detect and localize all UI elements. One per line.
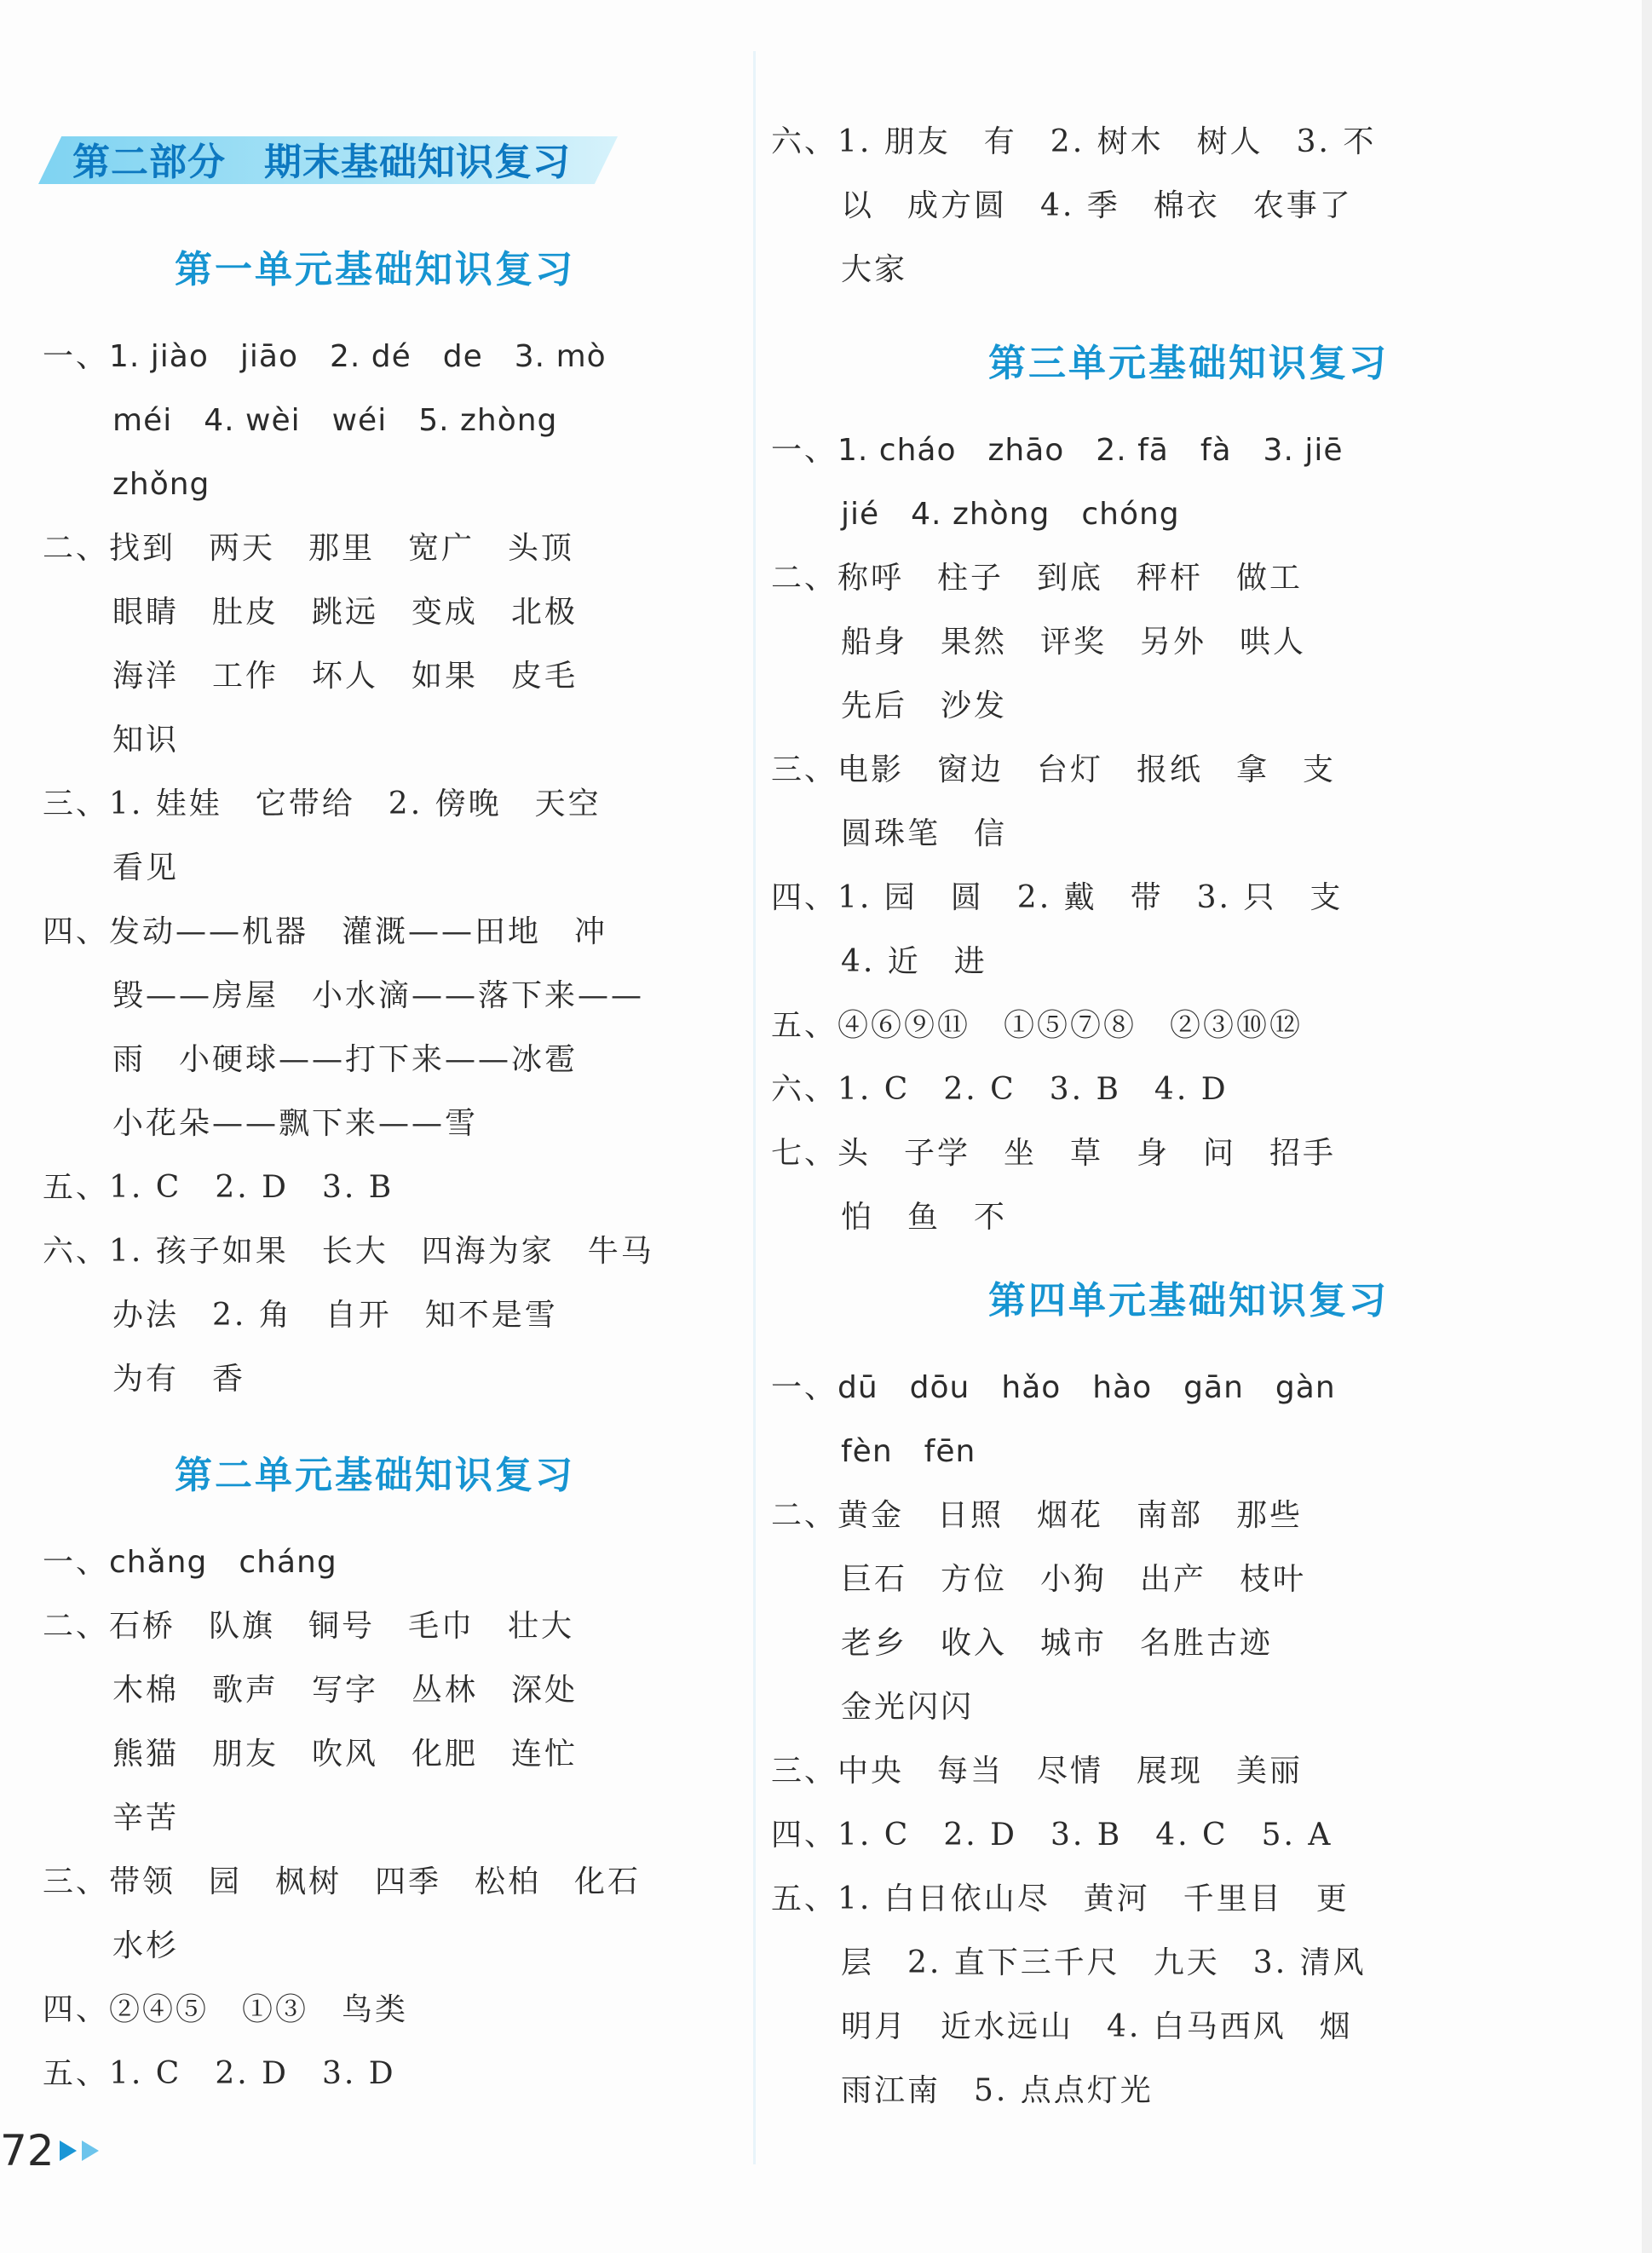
unit-3-q6-line-1: [771, 1069, 1229, 1110]
unit-4-q2-line-4: 金光闪闪: [841, 1690, 975, 1725]
unit-4-q5-line-1: [771, 1879, 1350, 1920]
unit-2-q6-line-2: 以 成方圆 4. 季 棉衣 农事了: [841, 188, 1353, 223]
question-number: 三、: [43, 1864, 110, 1899]
answer-text: dū dōu hǎo hào gān gàn: [838, 1370, 1336, 1405]
answer-text: 找到 两天 那里 宽广 头顶: [109, 531, 575, 566]
unit-1-q2-line-4: 知识: [112, 723, 180, 758]
unit-4-q2-line-1: [771, 1495, 1303, 1536]
unit-2-q2-line-4: 辛苦: [112, 1801, 180, 1835]
unit-2-q2-line-2: 木棉 歌声 写字 丛林 深处: [112, 1673, 578, 1708]
page-edge: [1642, 0, 1652, 2253]
answer-text: 1. cháo zhāo 2. fā fà 3. jiē: [838, 433, 1344, 468]
answer-text: 1. 孩子如果 长大 四海为家 牛马: [109, 1234, 654, 1269]
unit-3-title: 第三单元基础知识复习: [988, 342, 1389, 385]
part-title-banner: [38, 128, 618, 186]
answer-text: 黄金 日照 烟花 南部 那些: [838, 1498, 1304, 1533]
unit-1-q2-line-3: 海洋 工作 坏人 如果 皮毛: [112, 659, 578, 694]
question-number: 二、: [771, 561, 838, 596]
unit-3-q7-line-2: 怕 鱼 不: [841, 1200, 1008, 1235]
question-number: 五、: [43, 1170, 110, 1205]
question-number: 四、: [43, 1992, 110, 2027]
answer-text: 1. 白日依山尽 黄河 千里目 更: [838, 1881, 1350, 1916]
page-footer: [0, 2126, 99, 2177]
question-number: 五、: [43, 2056, 110, 2091]
unit-1-q3-line-1: [43, 784, 602, 825]
question-number: 二、: [771, 1498, 838, 1533]
answer-text: 1. C 2. D 3. B 4. C 5. A: [838, 1818, 1333, 1853]
unit-2-q3-line-2: 水杉: [112, 1928, 180, 1963]
unit-1-q2-line-2: 眼睛 肚皮 跳远 变成 北极: [112, 595, 578, 630]
unit-4-q3-line-1: [771, 1751, 1303, 1792]
unit-2-q2-line-3: 熊猫 朋友 吹风 化肥 连忙: [112, 1737, 578, 1772]
arrow-right-icon: [60, 2141, 77, 2161]
answer-text: 1. jiào jiāo 2. dé de 3. mò: [109, 339, 607, 374]
question-number: 六、: [771, 1072, 838, 1107]
answer-text: 石桥 队旗 铜号 毛巾 壮大: [109, 1609, 575, 1644]
unit-3-q2-line-3: 先后 沙发: [841, 689, 1008, 723]
unit-4-q1-line-2: fèn fēn: [841, 1434, 976, 1469]
question-number: 五、: [771, 1008, 838, 1043]
unit-3-q2-line-2: 船身 果然 评奖 另外 哄人: [841, 625, 1307, 660]
unit-2-q1-line-1: [43, 1542, 337, 1583]
answer-text: 电影 窗边 台灯 报纸 拿 支: [838, 752, 1337, 787]
question-number: 五、: [771, 1881, 838, 1916]
unit-1-q4-line-1: [43, 912, 607, 953]
answer-text: 1. C 2. C 3. B 4. D: [838, 1072, 1229, 1107]
question-number: 三、: [771, 752, 838, 787]
unit-1-q6-line-1: [43, 1231, 654, 1272]
unit-4-q1-line-1: [771, 1368, 1336, 1409]
part-title: 第二部分 期末基础知识复习: [72, 141, 571, 184]
question-number: 二、: [43, 1609, 110, 1644]
question-number: 四、: [43, 914, 110, 949]
unit-2-q5-line-1: [43, 2054, 396, 2095]
answer-text: 1. 朋友 有 2. 树木 树人 3. 不: [838, 124, 1377, 159]
question-number: 一、: [43, 339, 110, 374]
column-divider: [753, 51, 756, 2164]
unit-1-q6-line-3: 为有 香: [112, 1362, 246, 1397]
unit-1-title: 第一单元基础知识复习: [175, 248, 575, 291]
unit-4-q5-line-3: 明月 近水远山 4. 白马西风 烟: [841, 2009, 1353, 2044]
unit-4-q4-line-1: [771, 1815, 1333, 1856]
unit-1-q1-line-3: zhǒng: [112, 467, 210, 502]
question-number: 四、: [771, 880, 838, 915]
unit-4-q2-line-2: 巨石 方位 小狗 出产 枝叶: [841, 1562, 1307, 1597]
answer-text: 头 子学 坐 草 身 问 招手: [838, 1136, 1337, 1171]
unit-1-q1-line-2: méi 4. wèi wéi 5. zhòng: [112, 403, 558, 438]
unit-2-q3-line-1: [43, 1862, 641, 1903]
unit-4-q5-line-2: 层 2. 直下三千尺 九天 3. 清风: [841, 1945, 1367, 1980]
unit-2-q4-line-1: [43, 1990, 408, 2031]
unit-3-q3-line-2: 圆珠笔 信: [841, 816, 1008, 851]
unit-1-q4-line-3: 雨 小硬球——打下来——冰雹: [112, 1042, 578, 1077]
unit-1-q2-line-1: [43, 528, 574, 569]
unit-1-q4-line-4: 小花朵——飘下来——雪: [112, 1106, 479, 1141]
question-number: 二、: [43, 531, 110, 566]
unit-4-title: 第四单元基础知识复习: [988, 1279, 1389, 1322]
question-number: 四、: [771, 1818, 838, 1853]
unit-1-q1-line-1: [43, 337, 607, 377]
unit-2-title: 第二单元基础知识复习: [175, 1454, 575, 1497]
unit-1-q6-line-2: 办法 2. 角 自开 知不是雪: [112, 1298, 558, 1333]
unit-4-q5-line-4: 雨江南 5. 点点灯光: [841, 2073, 1154, 2108]
question-number: 六、: [43, 1234, 110, 1269]
unit-3-q7-line-1: [771, 1133, 1336, 1174]
page-number: 72: [0, 2126, 55, 2175]
question-number: 六、: [771, 124, 838, 159]
unit-3-q1-line-2: jié 4. zhòng chóng: [841, 497, 1180, 532]
question-number: 一、: [771, 433, 838, 468]
answer-text: 发动——机器 灌溉——田地 冲: [109, 914, 608, 949]
answer-text: 带领 园 枫树 四季 松柏 化石: [109, 1864, 642, 1899]
question-number: 三、: [771, 1754, 838, 1789]
question-number: 一、: [771, 1370, 838, 1405]
unit-3-q1-line-1: [771, 430, 1344, 471]
answer-text: 称呼 柱子 到底 秤杆 做工: [838, 561, 1304, 596]
unit-3-q4-line-2: 4. 近 进: [841, 944, 987, 979]
answer-text: 1. 娃娃 它带给 2. 傍晚 天空: [109, 787, 602, 821]
question-number: 七、: [771, 1136, 838, 1171]
answer-text: ④⑥⑨⑪ ①⑤⑦⑧ ②③⑩⑫: [838, 1008, 1304, 1043]
unit-1-q4-line-2: 毁——房屋 小水滴——落下来——: [112, 978, 645, 1013]
unit-2-q6-line-3: 大家: [841, 252, 908, 287]
arrow-right-icon: [82, 2141, 99, 2161]
answer-text: 1. C 2. D 3. D: [109, 2056, 396, 2091]
answer-text: ②④⑤ ①③ 鸟类: [109, 1992, 409, 2027]
unit-1-q5-line-1: [43, 1167, 394, 1208]
answer-text: 1. C 2. D 3. B: [109, 1170, 394, 1205]
unit-1-q3-line-2: 看见: [112, 850, 180, 885]
unit-3-q4-line-1: [771, 878, 1343, 919]
unit-2-q6-line-1: [771, 122, 1376, 163]
unit-3-q5-line-1: [771, 1005, 1303, 1046]
answer-text: 中央 每当 尽情 展现 美丽: [838, 1754, 1304, 1789]
question-number: 三、: [43, 787, 110, 821]
unit-2-q2-line-1: [43, 1606, 574, 1647]
answer-text: 1. 园 圆 2. 戴 带 3. 只 支: [838, 880, 1344, 915]
question-number: 一、: [43, 1545, 110, 1580]
unit-4-q2-line-3: 老乡 收入 城市 名胜古迹: [841, 1626, 1274, 1661]
unit-3-q3-line-1: [771, 750, 1336, 791]
unit-3-q2-line-1: [771, 558, 1303, 599]
answer-text: chǎng cháng: [109, 1545, 337, 1580]
